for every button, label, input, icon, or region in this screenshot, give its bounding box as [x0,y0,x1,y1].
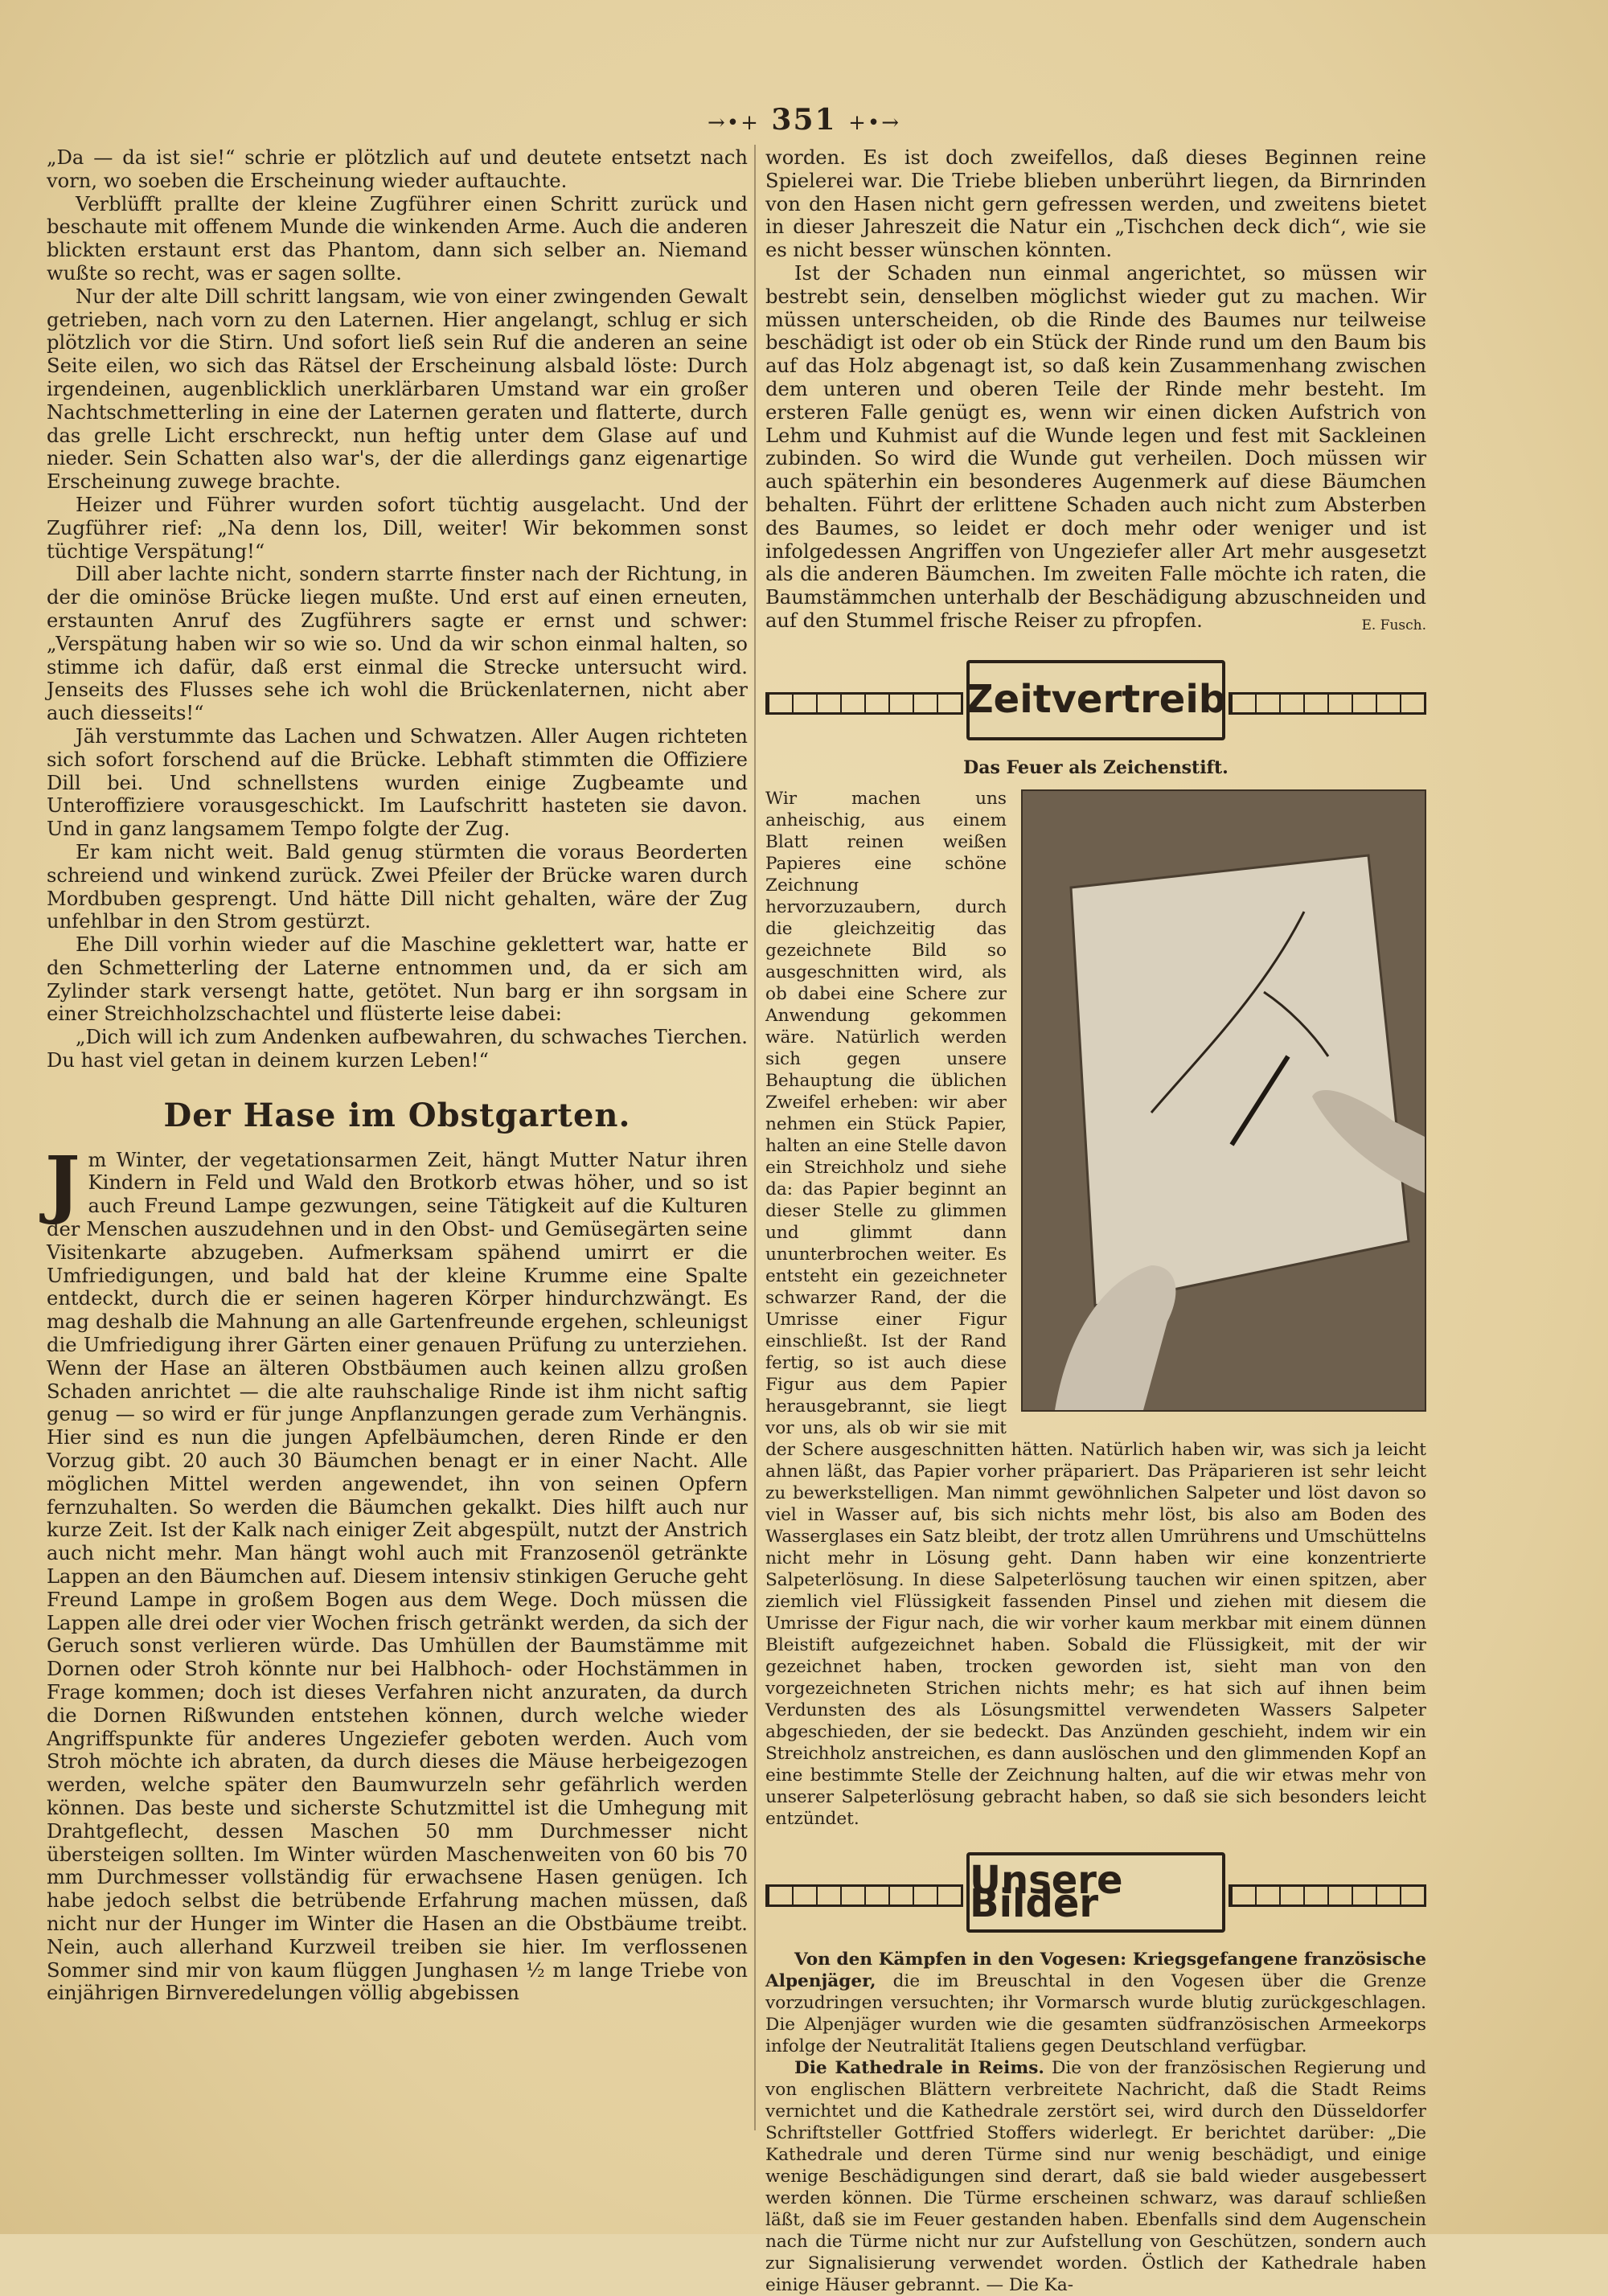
story-paragraph: Nur der alte Dill schritt langsam, wie von einer zwingenden Gewalt getrieben, nach vorn zu den Laternen. Hier angelangt, schlug er sich plötzlich vor die Stirn. Und sofort ließ sein Ruf die anderen an seine Seite eilen, wo sich das Rätsel der Erscheinung alsbald löste: Durch irgendeinen, augenblicklich unerklärbaren Umstand war ein großer Nachtschmetterling in eine der Laternen geraten und flatterte, durch das grelle Licht erschreckt, nun heftig unter dem Glase auf und nieder. Sein Schatten also war's, der die allerdings ganz eigenartige Erscheinung zuwege brachte. [47,285,748,494]
left-column [47,146,748,2005]
ornament-left: →•+ [707,111,760,135]
bilder-banner [765,1852,1426,1934]
paper-sheet [1071,855,1409,1306]
zeitvertreib-paragraph: Wir machen uns anheischig, aus einem Blatt reinen weißen Papieres eine schöne Zeichnung hervorzuzaubern, durch die gleichzeitig das gezeichnete Bild so ausgeschnitten wird, als ob dabei eine Schere zur Anwendung gekommen wäre. Natürlich werden sich gegen unsere Behauptung die üblichen Zweifel erheben: wir aber nehmen ein Stück Papier, halten an eine Stelle davon ein Streichholz und siehe da: das Papier beginnt an dieser Stelle zu glimmen und glimmt dann ununterbrochen weiter. Es entsteht ein gezeichneter schwarzer Rand, der die Umrisse einer Figur einschließt. Ist der Rand fertig, so ist auch diese Figur aus dem Papier herausgebrannt, sie liegt vor uns, als ob wir sie mit der Schere ausgeschnitten hätten. Natürlich haben wir, was sich ja leicht ahnen läßt, das Papier vorher präpariert. Das Präparieren ist sehr leicht zu bewerkstelligen. Man nimmt gewöhnlichen Salpeter und löst davon so viel in Wasser auf, bis sich nichts mehr löst, bis also am Boden des Wasserglases ein Satz bleibt, der trotz allen Umrührens und Umschüttelns nicht mehr in Lösung geht. Dann haben wir eine konzentrierte Salpeterlösung. In diese Salpeterlösung tauchen wir einen spitzen, aber ziemlich viel Flüssigkeit fassenden Pinsel und ziehen mit diesem die Umrisse der Figur nach, die wir vorher kaum merkbar mit einem dünnen Bleistift aufgezeichnet haben. Sobald die Flüssigkeit, mit der wir gezeichnet haben, trocken geworden ist, sieht man von den vorgezeichneten Strichen nichts mehr; es hat sich auf ihnen beim Verdunsten des als Lösungsmittel verwendeten Wassers Salpeter abgeschieden, der sie bedeckt. Das Anzünden geschieht, indem wir ein Streichholz anstreichen, es dann auslöschen und den glimmenden Kopf an eine bestimmte Stelle der Zeichnung halten, auf die wir etwas mehr von unserer Salpeterlösung gebracht haben, so daß sie sich besonders leicht entzündet. [765,788,1426,1829]
hase-continuation [765,262,1426,633]
story-paragraph: Jäh verstummte das Lachen und Schwatzen. Aller Augen richteten sich sofort forschend auf die Brücke. Lebhaft stimmten die Offiziere Dill bei. Und schnellstens wurden einige Zugbeamte und Unteroffiziere vorausgeschickt. Im Laufschritt hasteten sie davon. Und in ganz langsamem Tempo folgte der Zug. [47,724,748,841]
ornament-right: +•→ [848,111,901,135]
bilder-item-text: die im Breuschtal in den Vogesen über die Grenze vorzudringen versuchten; ihr Vormarsch wurde blutig zurückgeschlagen. Die Alpenjäger wurden wie die gesamten südfranzösischen Armeekorps infolge der Neutralität Italiens gegen Deutschland verfügbar. [765,1970,1427,2056]
hase-paragraph-text: m Winter, der vegetationsarmen Zeit, hängt Mutter Natur ihren Kindern in Feld und Wald den Brotkorb etwas höher, und so ist auch Freund Lampe gezwungen, seine Tätigkeit auf die Kulturen der Menschen auszudehnen und in den Obst- und Gemüsegärten seine Visitenkarte abzugeben. Aufmerksam spähend umirrt er die Umfriedigungen, und bald hat der kleine Krumme eine Spalte entdeckt, durch die er seinen hageren Körper hindurchzwängt. Es mag deshalb die Mahnung an alle Gartenfreunde ergehen, schleunigst die Umfriedigung ihrer Gärten einer genauen Prüfung zu unterziehen. Wenn der Hase an älteren Obstbäumen auch keinen allzu großen Schaden anrichtet — die alte rauhschalige Rinde ist ihm nicht saftig genug — so wird er für junge Anpflanzungen gerade zum Verhängnis. Hier sind es nun die jungen Apfelbäumchen, deren Rinde er den Vorzug gibt. 20 auch 30 Bäumchen benagt er in einer Nacht. Alle möglichen Mittel werden angewendet, ihn von seinen Opfern fernzuhalten. So werden die Bäumchen gekalkt. Dies hilft auch nur kurze Zeit. Ist der Kalk nach einiger Zeit abgespült, nutzt der Anstrich auch nicht mehr. Man hängt wohl auch mit Franzosenöl getränkte Lappen an den Bäumchen auf. Diesem intensiv stinkigen Geruche geht Freund Lampe in großem Bogen aus dem Wege. Doch müssen die Lappen alle drei oder vier Wochen frisch getränkt werden, da sich der Geruch sonst verlieren würde. Das Umhüllen der Baumstämme mit Dornen oder Stroh könnte nur bei Halbhoch- oder Hochstämmen in Frage kommen; doch ist dieses Verfahren nicht anzuraten, da durch die Dornen Rißwunden entstehen können, durch welche wieder Angriffspunkte für anderes Ungeziefer geboten werden. Auch vom Stroh möchte ich abraten, da durch dieses die Mäuse herbeigezogen werden, welche später den Baumwurzeln sehr gefährlich werden können. Das beste und sicherste Schutzmittel ist die Umhegung mit Drahtgeflecht, dessen Maschen 50 mm Durchmesser nicht übersteigen sollten. Im Winter würden Maschenweiten von 60 bis 70 mm Durchmesser vollständig für erwachsene Hasen genügen. Ich habe jedoch selbst die betrübende Erfahrung machen müssen, daß nicht nur der Hunger im Winter die Hasen an die Obstbäume treibt. Nein, auch allerhand Kurzweil treiben sie hier. Im verflossenen Sommer sind mir von kaum flüggen Junghasen ½ m lange Triebe von einjährigen Birnveredelungen völlig abgebissen [47,1148,748,2005]
bilder-title: Unsere Bilder [966,1852,1225,1933]
zeitvertreib-subheading: Das Feuer als Zeichenstift. [963,756,1229,778]
story-paragraph: Heizer und Führer wurden sofort tüchtig ausgelacht. Und der Zugführer rief: „Na denn los, Dill, weiter! Wir bekommen sonst tüchtige Verspätung!“ [47,493,748,563]
bilder-item-text: Die von der französischen Regierung und von englischen Blättern verbreitete Nachricht, daß die Stadt Reims vernichtet und die Kathedrale zerstört sei, wird durch den Düsseldorfer Schriftsteller Gottfried Stoffers widerlegt. Er berichtet darüber: „Die Kathedrale und deren Türme sind nur wenig beschädigt, und einige wenige Beschädigungen sind derart, daß sie bald wieder ausgebessert werden können. Die Türme erscheinen schwarz, was darauf schließen läßt, daß sie im Feuer gestanden haben. Ebenfalls sind dem Augenschein nach die Türme nicht nur zur Aufstellung von Geschützen, sondern auch zur Signalisierung verwendet worden. Östlich der Kathedrale haben einige Häuser gebrannt. — Die Ka- [765,2057,1426,2295]
page-number-line [0,103,1608,137]
column-divider [754,145,756,2130]
story-paragraph: Er kam nicht weit. Bald genug stürmten die voraus Beorderten schreiend und winkend zurück. Zwei Pfeiler der Brücke waren durch Mordbuben gesprengt. Und hätte Dill nicht gehalten, wäre der Zug unfehlbar in den Strom gestürzt. [47,840,748,933]
story-paragraph: „Dich will ich zum Andenken aufbewahren, du schwaches Tierchen. Du hast viel getan in deinem kurzen Leben!“ [47,1026,748,1072]
story-paragraph: „Da — da ist sie!“ schrie er plötzlich auf und deutete entsetzt nach vorn, wo soeben die Erscheinung wieder auftauchte. [47,146,748,192]
hase-continuation-text: Ist der Schaden nun einmal angerichtet, so müssen wir bestrebt sein, denselben möglichst wieder gut zu machen. Wir müssen unterscheiden, ob die Rinde des Baumes nur teilweise beschädigt ist oder ob ein Stück der Rinde rund um den Baum bis auf das Holz abgenagt ist, so daß kein Zusammenhang zwischen dem unteren und oberen Teile der Rinde mehr besteht. Im ersteren Falle genügt es, wenn wir einen dicken Aufstrich von Lehm und Kuhmist auf die Wunde legen und fest mit Sackleinen zubinden. So wird die Wunde gut verheilen. Doch müssen wir auch späterhin ein besonderes Augenmerk auf diese Bäumchen behalten. Führt der erlittene Schaden auch nicht zum Absterben des Baumes, so leidet er doch mehr oder weniger und ist infolgedessen Angriffen von Ungeziefer aller Art mehr ausgesetzt als die anderen Bäumchen. Im zweiten Falle möchte ich raten, die Baumstämmchen unterhalb der Beschädigung abzuschneiden und auf den Stummel frische Reiser zu pfropfen. [765,261,1426,632]
zeitvertreib-banner [765,660,1426,742]
banner-ornament-left [765,1884,963,1907]
zeitvertreib-body [765,788,1426,1830]
bilder-item-title: Von den Kämpfen in den Vogesen: Kriegsgefangene französische Alpenjäger, [765,1949,1426,1991]
banner-ornament-left [765,692,963,715]
hase-continuation: worden. Es ist doch zweifellos, daß dieses Beginnen reine Spielerei war. Die Triebe blieben unberührt liegen, da Birnrinden von den Hasen nicht gern gefressen werden, und zweitens bietet in dieser Jahreszeit die Natur ein „Tischchen deck dich“, wie sie es nicht besser wünschen könnten. [765,146,1426,262]
story-paragraph: Dill aber lachte nicht, sondern starrte finster nach der Richtung, in der die ominöse Brücke liegen mußte. Und erst auf einen erneuten, erstaunten Anruf des Zugführers sagte er ernst und schwer: „Verspätung haben wir so wie so. Und da wir schon einmal halten, so stimme ich dafür, daß erst einmal die Strecke untersucht wird. Jenseits des Flusses sehe ich wohl die Brückenlaternen, nicht aber auch diesseits!“ [47,563,748,725]
story-paragraph: Verblüfft prallte der kleine Zugführer einen Schritt zurück und beschaute mit offenem Munde die winkenden Arme. Auch die anderen blickten erstaunt erst das Phantom, dann sich selber an. Niemand wußte so recht, was er sagen sollte. [47,192,748,285]
drop-cap: J [45,1139,80,1227]
bilder-item-title: Die Kathedrale in Reims. [794,2057,1044,2078]
hase-article-paragraph [45,1139,748,2005]
author-signature: E. Fusch. [1361,617,1426,633]
photo-illustration [1023,791,1425,1410]
bilder-item [765,2057,1426,2296]
right-column [765,146,1426,2296]
story-paragraph: Ehe Dill vorhin wieder auf die Maschine geklettert war, hatte er den Schmetterling der Laterne entnommen und, da er sich am Zylinder stark versengt hatte, getötet. Nun barg er ihn sorgsam in einer Streichholzschachtel und flüsterte leise dabei: [47,933,748,1026]
bilder-body [765,1949,1426,2296]
hase-heading: Der Hase im Obstgarten. [163,1096,631,1134]
banner-ornament-right [1229,1884,1426,1907]
banner-ornament-right [1229,692,1426,715]
bilder-item [765,1949,1426,2057]
page-number: 351 [771,103,837,137]
burning-paper-photo [1021,789,1426,1412]
zeitvertreib-title: Zeitvertreib [966,660,1225,740]
